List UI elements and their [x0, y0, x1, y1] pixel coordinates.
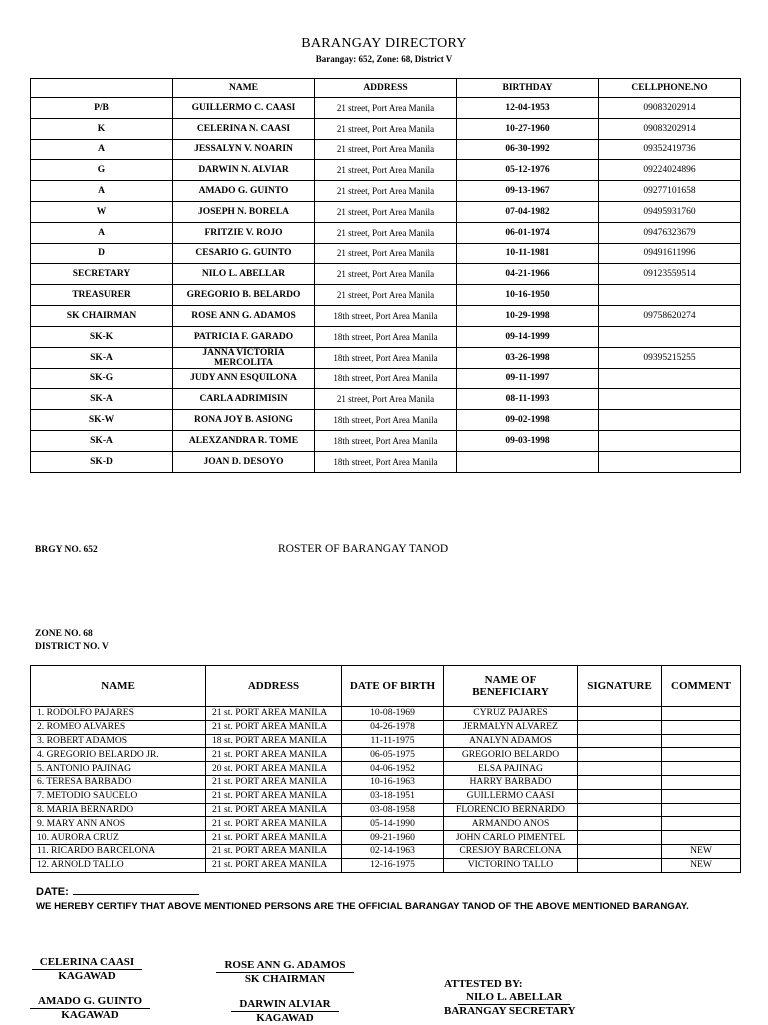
table-row	[31, 789, 741, 803]
cell-tanod-name: 8. MARIA BERNARDO	[31, 803, 206, 817]
col-position	[31, 79, 173, 98]
roster-title: ROSTER OF BARANGAY TANOD	[278, 543, 449, 555]
table-row	[31, 347, 741, 368]
col-tanod-comment: COMMENT	[662, 666, 741, 707]
cell-phone	[599, 451, 741, 472]
table-row	[31, 243, 741, 264]
cell-tanod-signature	[578, 748, 662, 762]
table-row	[31, 389, 741, 410]
cell-phone	[599, 368, 741, 389]
cell-tanod-comment	[662, 734, 741, 748]
cell-tanod-address: 21 st. PORT AREA MANILA	[206, 831, 342, 845]
cell-tanod-comment	[662, 775, 741, 789]
col-tanod-dob: DATE OF BIRTH	[342, 666, 444, 707]
cell-address: 21 street, Port Area Manila	[315, 264, 457, 285]
cell-address: 21 street, Port Area Manila	[315, 201, 457, 222]
table-row	[31, 264, 741, 285]
table-row	[31, 803, 741, 817]
signatory-name: NILO L. ABELLAR	[458, 991, 570, 1005]
cell-birthday: 08-11-1993	[457, 389, 599, 410]
cell-address: 21 street, Port Area Manila	[315, 285, 457, 306]
cell-name: NILO L. ABELLAR	[173, 264, 315, 285]
table-row	[31, 430, 741, 451]
brgy-number: BRGY NO. 652	[35, 545, 98, 555]
cell-birthday: 09-13-1967	[457, 181, 599, 202]
cell-tanod-name: 9. MARY ANN ANOS	[31, 817, 206, 831]
col-tanod-signature: SIGNATURE	[578, 666, 662, 707]
cell-address: 21 street, Port Area Manila	[315, 389, 457, 410]
col-tanod-name: NAME	[31, 666, 206, 707]
cell-tanod-comment	[662, 707, 741, 721]
cell-tanod-signature	[578, 720, 662, 734]
cell-tanod-address: 21 st. PORT AREA MANILA	[206, 775, 342, 789]
cell-tanod-address: 21 st. PORT AREA MANILA	[206, 720, 342, 734]
cell-name: GREGORIO B. BELARDO	[173, 285, 315, 306]
cell-phone: 09123559514	[599, 264, 741, 285]
signatory-role: KAGAWAD	[256, 1012, 314, 1024]
signatory-role: KAGAWAD	[58, 970, 116, 982]
cell-name: JESSALYN V. NOARIN	[173, 139, 315, 160]
cell-phone: 09495931760	[599, 201, 741, 222]
cell-tanod-name: 2. ROMEO ALVARES	[31, 720, 206, 734]
cell-tanod-name: 11. RICARDO BARCELONA	[31, 844, 206, 858]
table-row	[31, 118, 741, 139]
cell-birthday: 10-16-1950	[457, 285, 599, 306]
cell-tanod-name: 10. AURORA CRUZ	[31, 831, 206, 845]
cell-birthday: 06-01-1974	[457, 222, 599, 243]
cell-tanod-name: 7. METODIO SAUCELO	[31, 789, 206, 803]
cell-birthday: 09-03-1998	[457, 430, 599, 451]
cell-position: SK-A	[31, 389, 173, 410]
cell-tanod-beneficiary: ARMANDO ANOS	[444, 817, 578, 831]
cell-phone: 09352419736	[599, 139, 741, 160]
tanod-header-row	[31, 666, 741, 707]
cell-tanod-name: 12. ARNOLD TALLO	[31, 858, 206, 872]
cell-address: 18th street, Port Area Manila	[315, 368, 457, 389]
cell-tanod-address: 21 st. PORT AREA MANILA	[206, 858, 342, 872]
cell-phone	[599, 326, 741, 347]
cell-phone: 09083202914	[599, 118, 741, 139]
cell-tanod-signature	[578, 775, 662, 789]
cell-tanod-signature	[578, 707, 662, 721]
cell-tanod-signature	[578, 734, 662, 748]
table-row	[31, 368, 741, 389]
col-cellphone: CELLPHONE.NO	[599, 79, 741, 98]
date-line	[73, 885, 199, 895]
cell-tanod-address: 20 st. PORT AREA MANILA	[206, 762, 342, 776]
signatory-role: SK CHAIRMAN	[244, 973, 326, 985]
cell-birthday: 09-11-1997	[457, 368, 599, 389]
cell-name: ROSE ANN G. ADAMOS	[173, 305, 315, 326]
cell-birthday: 10-27-1960	[457, 118, 599, 139]
table-row	[31, 98, 741, 119]
cell-tanod-signature	[578, 844, 662, 858]
cell-tanod-beneficiary: CRESJOY BARCELONA	[444, 844, 578, 858]
tanod-table	[30, 665, 741, 873]
cell-tanod-signature	[578, 831, 662, 845]
cell-tanod-dob: 03-08-1958	[342, 803, 444, 817]
table-row	[31, 762, 741, 776]
cell-phone: 09491611996	[599, 243, 741, 264]
cell-birthday: 09-02-1998	[457, 410, 599, 431]
district-number: DISTRICT NO. V	[35, 642, 109, 652]
table-row	[31, 222, 741, 243]
signatory-block	[220, 998, 350, 1025]
table-row	[31, 831, 741, 845]
cell-tanod-address: 21 st. PORT AREA MANILA	[206, 789, 342, 803]
cell-address: 18th street, Port Area Manila	[315, 326, 457, 347]
cell-position: TREASURER	[31, 285, 173, 306]
cell-name: CELERINA N. CAASI	[173, 118, 315, 139]
table-row	[31, 734, 741, 748]
table-row	[31, 817, 741, 831]
signatory-block	[212, 959, 358, 986]
cell-name: CARLA ADRIMISIN	[173, 389, 315, 410]
table-row	[31, 285, 741, 306]
cell-tanod-address: 21 st. PORT AREA MANILA	[206, 707, 342, 721]
cell-position: D	[31, 243, 173, 264]
cell-tanod-comment	[662, 789, 741, 803]
attested-label: ATTESTED BY:	[444, 978, 523, 990]
table-row	[31, 707, 741, 721]
date-label: DATE:	[36, 886, 69, 898]
cell-tanod-address: 21 st. PORT AREA MANILA	[206, 803, 342, 817]
table-row	[31, 181, 741, 202]
cell-phone	[599, 285, 741, 306]
cell-position: W	[31, 201, 173, 222]
cell-tanod-beneficiary: ELSA PAJINAG	[444, 762, 578, 776]
date-field	[36, 885, 199, 898]
cell-address: 21 street, Port Area Manila	[315, 160, 457, 181]
table-row	[31, 139, 741, 160]
cell-name: RONA JOY B. ASIONG	[173, 410, 315, 431]
cell-name: DARWIN N. ALVIAR	[173, 160, 315, 181]
cell-phone: 09083202914	[599, 98, 741, 119]
cell-address: 21 street, Port Area Manila	[315, 118, 457, 139]
cell-tanod-signature	[578, 858, 662, 872]
cell-tanod-dob: 02-14-1963	[342, 844, 444, 858]
cell-birthday: 03-26-1998	[457, 347, 599, 368]
cell-tanod-name: 3. ROBERT ADAMOS	[31, 734, 206, 748]
cell-tanod-name: 5. ANTONIO PAJINAG	[31, 762, 206, 776]
cell-tanod-beneficiary: CYRUZ PAJARES	[444, 707, 578, 721]
cell-tanod-name: 4. GREGORIO BELARDO JR.	[31, 748, 206, 762]
cell-tanod-dob: 04-26-1978	[342, 720, 444, 734]
attested-block	[410, 978, 630, 1018]
cell-tanod-address: 21 st. PORT AREA MANILA	[206, 844, 342, 858]
cell-birthday: 09-14-1999	[457, 326, 599, 347]
cell-address: 18th street, Port Area Manila	[315, 451, 457, 472]
signatory-name: CELERINA CAASI	[32, 956, 142, 970]
cell-tanod-dob: 12-16-1975	[342, 858, 444, 872]
cell-phone: 09476323679	[599, 222, 741, 243]
cell-position: SK-K	[31, 326, 173, 347]
cell-phone	[599, 410, 741, 431]
table-row	[31, 720, 741, 734]
cell-phone	[599, 430, 741, 451]
cell-position: SK-A	[31, 430, 173, 451]
cell-birthday: 10-29-1998	[457, 305, 599, 326]
cell-tanod-dob: 09-21-1960	[342, 831, 444, 845]
cell-name: AMADO G. GUINTO	[173, 181, 315, 202]
cell-tanod-comment: NEW	[662, 858, 741, 872]
certification-text: WE HEREBY CERTIFY THAT ABOVE MENTIONED PERSONS ARE THE OFFICIAL BARANGAY TANOD OF THE ABOVE MENTIONED BARANGAY.	[36, 901, 689, 912]
cell-tanod-comment	[662, 748, 741, 762]
cell-tanod-dob: 10-08-1969	[342, 707, 444, 721]
cell-tanod-signature	[578, 817, 662, 831]
cell-tanod-dob: 11-11-1975	[342, 734, 444, 748]
cell-phone	[599, 389, 741, 410]
cell-name: JOSEPH N. BORELA	[173, 201, 315, 222]
cell-address: 18th street, Port Area Manila	[315, 410, 457, 431]
cell-position: SK-W	[31, 410, 173, 431]
col-tanod-address: ADDRESS	[206, 666, 342, 707]
signatory-name: ROSE ANN G. ADAMOS	[216, 959, 353, 973]
cell-address: 21 street, Port Area Manila	[315, 139, 457, 160]
zone-number: ZONE NO. 68	[35, 629, 93, 639]
signatory-name: AMADO G. GUINTO	[30, 995, 150, 1009]
directory-header-row	[31, 79, 741, 98]
cell-position: SK CHAIRMAN	[31, 305, 173, 326]
cell-tanod-dob: 10-16-1963	[342, 775, 444, 789]
table-row	[31, 775, 741, 789]
col-address: ADDRESS	[315, 79, 457, 98]
cell-tanod-name: 6. TERESA BARBADO	[31, 775, 206, 789]
table-row	[31, 858, 741, 872]
cell-tanod-comment	[662, 803, 741, 817]
cell-tanod-beneficiary: FLORENCIO BERNARDO	[444, 803, 578, 817]
cell-address: 21 street, Port Area Manila	[315, 222, 457, 243]
signatory-block	[22, 956, 152, 983]
signatory-block	[22, 995, 158, 1022]
cell-tanod-beneficiary: ANALYN ADAMOS	[444, 734, 578, 748]
cell-tanod-address: 18 st. PORT AREA MANILA	[206, 734, 342, 748]
cell-position: A	[31, 139, 173, 160]
cell-name: CESARIO G. GUINTO	[173, 243, 315, 264]
table-row	[31, 410, 741, 431]
table-row	[31, 844, 741, 858]
cell-address: 21 street, Port Area Manila	[315, 181, 457, 202]
cell-tanod-dob: 03-18-1951	[342, 789, 444, 803]
cell-tanod-beneficiary: GREGORIO BELARDO	[444, 748, 578, 762]
cell-tanod-beneficiary: VICTORINO TALLO	[444, 858, 578, 872]
table-row	[31, 160, 741, 181]
cell-tanod-address: 21 st. PORT AREA MANILA	[206, 817, 342, 831]
signatory-name: DARWIN ALVIAR	[231, 998, 338, 1012]
cell-position: A	[31, 181, 173, 202]
cell-address: 21 street, Port Area Manila	[315, 243, 457, 264]
cell-tanod-address: 21 st. PORT AREA MANILA	[206, 748, 342, 762]
cell-name: JUDY ANN ESQUILONA	[173, 368, 315, 389]
cell-position: K	[31, 118, 173, 139]
cell-birthday: 04-21-1966	[457, 264, 599, 285]
cell-name: GUILLERMO C. CAASI	[173, 98, 315, 119]
table-row	[31, 451, 741, 472]
cell-tanod-signature	[578, 789, 662, 803]
cell-tanod-dob: 04-06-1952	[342, 762, 444, 776]
cell-birthday: 06-30-1992	[457, 139, 599, 160]
cell-position: SK-G	[31, 368, 173, 389]
cell-position: G	[31, 160, 173, 181]
cell-tanod-comment	[662, 762, 741, 776]
table-row	[31, 326, 741, 347]
cell-name: PATRICIA F. GARADO	[173, 326, 315, 347]
cell-phone: 09277101658	[599, 181, 741, 202]
cell-birthday: 10-11-1981	[457, 243, 599, 264]
cell-tanod-comment	[662, 817, 741, 831]
table-row	[31, 201, 741, 222]
cell-tanod-beneficiary: JERMALYN ALVAREZ	[444, 720, 578, 734]
signatory-role: BARANGAY SECRETARY	[444, 1005, 576, 1017]
page-title: BARANGAY DIRECTORY	[301, 36, 467, 51]
cell-name: JANNA VICTORIA MERCOLITA	[173, 347, 315, 368]
cell-phone: 09224024896	[599, 160, 741, 181]
cell-address: 18th street, Port Area Manila	[315, 347, 457, 368]
cell-position: P/B	[31, 98, 173, 119]
page-subtitle: Barangay: 652, Zone: 68, District V	[315, 54, 453, 64]
cell-name: JOAN D. DESOYO	[173, 451, 315, 472]
cell-tanod-name: 1. RODOLFO PAJARES	[31, 707, 206, 721]
cell-birthday: 07-04-1982	[457, 201, 599, 222]
col-tanod-beneficiary: NAME OF BENEFICIARY	[444, 666, 578, 707]
signatory-role: KAGAWAD	[61, 1009, 119, 1021]
cell-position: SK-D	[31, 451, 173, 472]
cell-tanod-dob: 05-14-1990	[342, 817, 444, 831]
cell-tanod-signature	[578, 803, 662, 817]
cell-tanod-dob: 06-05-1975	[342, 748, 444, 762]
cell-tanod-comment	[662, 831, 741, 845]
cell-tanod-comment	[662, 720, 741, 734]
col-birthday: BIRTHDAY	[457, 79, 599, 98]
cell-birthday: 05-12-1976	[457, 160, 599, 181]
cell-address: 18th street, Port Area Manila	[315, 305, 457, 326]
cell-birthday: 12-04-1953	[457, 98, 599, 119]
table-row	[31, 748, 741, 762]
cell-position: SECRETARY	[31, 264, 173, 285]
cell-phone: 09758620274	[599, 305, 741, 326]
cell-address: 21 street, Port Area Manila	[315, 98, 457, 119]
cell-tanod-beneficiary: HARRY BARBADO	[444, 775, 578, 789]
directory-table	[30, 78, 741, 473]
cell-birthday	[457, 451, 599, 472]
cell-name: FRITZIE V. ROJO	[173, 222, 315, 243]
cell-phone: 09395215255	[599, 347, 741, 368]
cell-tanod-comment: NEW	[662, 844, 741, 858]
col-name: NAME	[173, 79, 315, 98]
cell-tanod-beneficiary: JOHN CARLO PIMENTEL	[444, 831, 578, 845]
table-row	[31, 305, 741, 326]
cell-tanod-beneficiary: GUILLERMO CAASI	[444, 789, 578, 803]
cell-tanod-signature	[578, 762, 662, 776]
cell-address: 18th street, Port Area Manila	[315, 430, 457, 451]
cell-name: ALEXZANDRA R. TOME	[173, 430, 315, 451]
cell-position: A	[31, 222, 173, 243]
cell-position: SK-A	[31, 347, 173, 368]
